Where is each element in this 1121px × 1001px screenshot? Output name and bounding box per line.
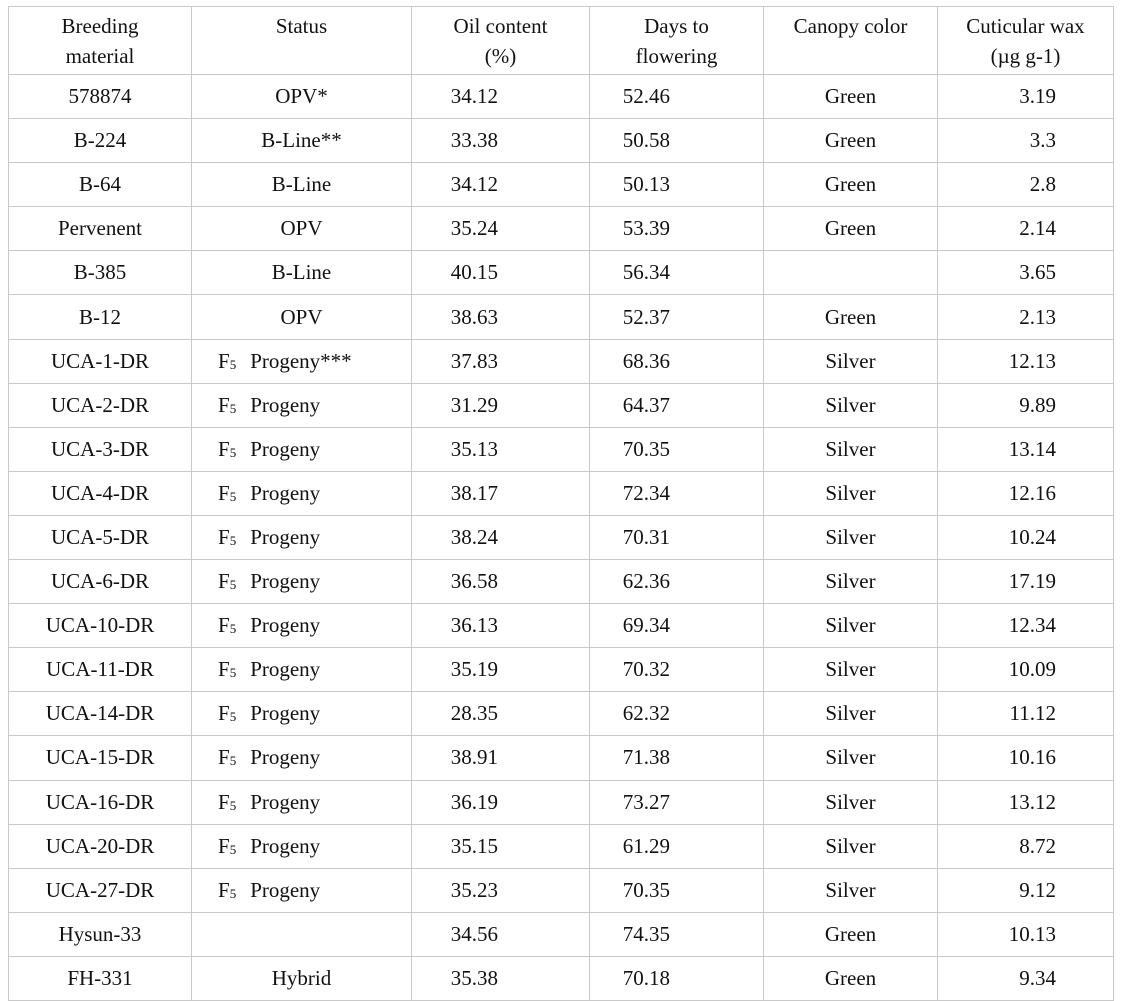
cuticular-wax-cell: 13.14 <box>938 427 1114 471</box>
oil-content-cell: 34.12 <box>412 75 590 119</box>
generation-letter: F <box>218 524 230 549</box>
generation-letter: F <box>218 436 230 461</box>
oil-content-cell: 37.83 <box>412 339 590 383</box>
table-row <box>9 692 1114 736</box>
canopy-color-cell: Green <box>764 163 938 207</box>
status-cell <box>192 560 412 604</box>
oil-content-cell: 36.19 <box>412 780 590 824</box>
header-line: Breeding <box>61 14 139 38</box>
days-to-flowering-cell: 70.31 <box>590 515 764 559</box>
days-to-flowering-cell: 61.29 <box>590 824 764 868</box>
generation-label <box>218 790 236 815</box>
status-cell <box>192 868 412 912</box>
table-row <box>9 824 1114 868</box>
days-to-flowering-cell: 73.27 <box>590 780 764 824</box>
table-row <box>9 780 1114 824</box>
cuticular-wax-cell: 8.72 <box>938 824 1114 868</box>
cuticular-wax-cell: 2.14 <box>938 207 1114 251</box>
status-cell <box>192 471 412 515</box>
table-row <box>9 427 1114 471</box>
breeding-material-cell: UCA-2-DR <box>9 383 192 427</box>
status-cell <box>192 912 412 956</box>
status-cell <box>192 604 412 648</box>
generation-number: 5 <box>229 577 237 593</box>
generation-letter: F <box>218 833 230 858</box>
generation-letter: F <box>218 480 230 505</box>
generation-letter: F <box>218 745 230 770</box>
status-text: Progeny <box>250 480 321 505</box>
status-text: Progeny <box>250 392 321 417</box>
header-days-to-flowering <box>590 7 764 75</box>
breeding-material-cell: UCA-4-DR <box>9 471 192 515</box>
breeding-material-cell: Pervenent <box>9 207 192 251</box>
generation-letter: F <box>218 392 230 417</box>
status-cell <box>192 736 412 780</box>
generation-label <box>218 745 236 770</box>
oil-content-cell: 38.17 <box>412 471 590 515</box>
generation-number: 5 <box>229 532 237 548</box>
header-breeding-material <box>9 7 192 75</box>
oil-content-cell: 38.63 <box>412 295 590 339</box>
canopy-color-cell: Silver <box>764 471 938 515</box>
cuticular-wax-cell: 3.3 <box>938 119 1114 163</box>
generation-letter: F <box>218 657 230 682</box>
breeding-material-cell: FH-331 <box>9 956 192 1000</box>
canopy-color-cell: Silver <box>764 780 938 824</box>
canopy-color-cell: Green <box>764 295 938 339</box>
generation-label <box>218 349 236 374</box>
status-cell: B-Line <box>192 163 412 207</box>
days-to-flowering-cell: 50.58 <box>590 119 764 163</box>
header-line: (µg g-1) <box>990 44 1061 68</box>
cuticular-wax-cell: 12.13 <box>938 339 1114 383</box>
status-cell <box>192 515 412 559</box>
canopy-color-cell: Silver <box>764 383 938 427</box>
breeding-material-table <box>8 6 1114 1001</box>
generation-letter: F <box>218 789 230 814</box>
days-to-flowering-cell: 50.13 <box>590 163 764 207</box>
cuticular-wax-cell: 13.12 <box>938 780 1114 824</box>
canopy-color-cell: Green <box>764 119 938 163</box>
generation-number: 5 <box>229 444 237 460</box>
cuticular-wax-cell: 3.65 <box>938 251 1114 295</box>
generation-label <box>218 878 236 903</box>
breeding-material-cell: B-12 <box>9 295 192 339</box>
oil-content-cell: 34.56 <box>412 912 590 956</box>
generation-number: 5 <box>229 488 237 504</box>
cuticular-wax-cell: 2.8 <box>938 163 1114 207</box>
breeding-material-cell: UCA-6-DR <box>9 560 192 604</box>
status-cell <box>192 780 412 824</box>
header-canopy-color <box>764 7 938 75</box>
table-row <box>9 295 1114 339</box>
generation-label <box>218 701 236 726</box>
days-to-flowering-cell: 53.39 <box>590 207 764 251</box>
status-text: Progeny <box>250 657 321 682</box>
header-line: flowering <box>635 44 718 68</box>
status-text: Progeny <box>250 569 321 594</box>
status-text: Progeny <box>250 833 321 858</box>
oil-content-cell: 35.23 <box>412 868 590 912</box>
days-to-flowering-cell: 71.38 <box>590 736 764 780</box>
canopy-color-cell: Silver <box>764 648 938 692</box>
cuticular-wax-cell: 9.34 <box>938 956 1114 1000</box>
canopy-color-cell: Green <box>764 75 938 119</box>
generation-label <box>218 393 236 418</box>
header-line: Status <box>275 14 328 38</box>
days-to-flowering-cell: 70.18 <box>590 956 764 1000</box>
canopy-color-cell: Green <box>764 912 938 956</box>
days-to-flowering-cell: 74.35 <box>590 912 764 956</box>
status-text: Progeny <box>250 745 321 770</box>
table-row <box>9 471 1114 515</box>
cuticular-wax-cell: 9.89 <box>938 383 1114 427</box>
status-cell: OPV* <box>192 75 412 119</box>
generation-label <box>218 569 236 594</box>
canopy-color-cell: Silver <box>764 604 938 648</box>
table-row <box>9 75 1114 119</box>
generation-label <box>218 834 236 859</box>
breeding-material-cell: Hysun-33 <box>9 912 192 956</box>
status-text: Progeny <box>250 701 321 726</box>
status-cell <box>192 648 412 692</box>
generation-label <box>218 613 236 638</box>
canopy-color-cell: Silver <box>764 868 938 912</box>
header-line: Canopy color <box>793 14 908 38</box>
breeding-material-cell: B-64 <box>9 163 192 207</box>
generation-number: 5 <box>229 797 237 813</box>
generation-letter: F <box>218 613 230 638</box>
generation-letter: F <box>218 877 230 902</box>
generation-number: 5 <box>229 753 237 769</box>
generation-letter: F <box>218 569 230 594</box>
canopy-color-cell: Silver <box>764 824 938 868</box>
table-row <box>9 251 1114 295</box>
header-row <box>9 7 1114 75</box>
generation-label <box>218 657 236 682</box>
status-cell <box>192 427 412 471</box>
status-cell: OPV <box>192 295 412 339</box>
status-cell <box>192 692 412 736</box>
oil-content-cell: 28.35 <box>412 692 590 736</box>
status-cell: B-Line <box>192 251 412 295</box>
cuticular-wax-cell: 11.12 <box>938 692 1114 736</box>
table-row <box>9 207 1114 251</box>
days-to-flowering-cell: 69.34 <box>590 604 764 648</box>
status-cell: Hybrid <box>192 956 412 1000</box>
oil-content-cell: 40.15 <box>412 251 590 295</box>
oil-content-cell: 31.29 <box>412 383 590 427</box>
header-line: material <box>65 44 135 68</box>
days-to-flowering-cell: 64.37 <box>590 383 764 427</box>
status-cell: B-Line** <box>192 119 412 163</box>
canopy-color-cell: Green <box>764 956 938 1000</box>
days-to-flowering-cell: 56.34 <box>590 251 764 295</box>
canopy-color-cell: Silver <box>764 736 938 780</box>
oil-content-cell: 34.12 <box>412 163 590 207</box>
generation-label <box>218 525 236 550</box>
cuticular-wax-cell: 10.24 <box>938 515 1114 559</box>
cuticular-wax-cell: 9.12 <box>938 868 1114 912</box>
cuticular-wax-cell: 12.34 <box>938 604 1114 648</box>
canopy-color-cell: Silver <box>764 339 938 383</box>
oil-content-cell: 38.91 <box>412 736 590 780</box>
oil-content-cell: 35.13 <box>412 427 590 471</box>
oil-content-cell: 38.24 <box>412 515 590 559</box>
generation-number: 5 <box>229 709 237 725</box>
canopy-color-cell: Silver <box>764 515 938 559</box>
status-cell <box>192 383 412 427</box>
table-row <box>9 956 1114 1000</box>
cuticular-wax-cell: 10.13 <box>938 912 1114 956</box>
table-header <box>9 7 1114 75</box>
table-row <box>9 383 1114 427</box>
generation-label <box>218 481 236 506</box>
cuticular-wax-cell: 3.19 <box>938 75 1114 119</box>
table-row <box>9 119 1114 163</box>
days-to-flowering-cell: 70.35 <box>590 427 764 471</box>
header-line: Cuticular wax <box>966 14 1085 38</box>
oil-content-cell: 35.24 <box>412 207 590 251</box>
header-line: (%) <box>484 44 517 68</box>
oil-content-cell: 35.19 <box>412 648 590 692</box>
breeding-material-cell: B-224 <box>9 119 192 163</box>
days-to-flowering-cell: 52.46 <box>590 75 764 119</box>
cuticular-wax-cell: 10.16 <box>938 736 1114 780</box>
canopy-color-cell: Silver <box>764 427 938 471</box>
cuticular-wax-cell: 2.13 <box>938 295 1114 339</box>
breeding-material-cell: UCA-20-DR <box>9 824 192 868</box>
days-to-flowering-cell: 68.36 <box>590 339 764 383</box>
breeding-material-cell: B-385 <box>9 251 192 295</box>
generation-number: 5 <box>229 356 237 372</box>
table-row <box>9 912 1114 956</box>
header-oil-content <box>412 7 590 75</box>
table-row <box>9 560 1114 604</box>
days-to-flowering-cell: 70.35 <box>590 868 764 912</box>
days-to-flowering-cell: 70.32 <box>590 648 764 692</box>
oil-content-cell: 36.58 <box>412 560 590 604</box>
status-text: Progeny <box>250 436 321 461</box>
breeding-material-cell: UCA-15-DR <box>9 736 192 780</box>
status-text: Progeny <box>250 789 321 814</box>
status-cell <box>192 339 412 383</box>
table-row <box>9 515 1114 559</box>
breeding-material-cell: UCA-16-DR <box>9 780 192 824</box>
canopy-color-cell <box>764 251 938 295</box>
cuticular-wax-cell: 17.19 <box>938 560 1114 604</box>
breeding-material-cell: UCA-1-DR <box>9 339 192 383</box>
table-row <box>9 736 1114 780</box>
oil-content-cell: 33.38 <box>412 119 590 163</box>
status-text: Progeny*** <box>250 348 352 373</box>
breeding-material-cell: 578874 <box>9 75 192 119</box>
breeding-material-cell: UCA-27-DR <box>9 868 192 912</box>
generation-label <box>218 437 236 462</box>
header-status <box>192 7 412 75</box>
table-row <box>9 648 1114 692</box>
days-to-flowering-cell: 62.36 <box>590 560 764 604</box>
canopy-color-cell: Silver <box>764 560 938 604</box>
breeding-material-cell: UCA-11-DR <box>9 648 192 692</box>
breeding-material-cell: UCA-5-DR <box>9 515 192 559</box>
table-body <box>9 75 1114 1001</box>
generation-number: 5 <box>229 665 237 681</box>
canopy-color-cell: Green <box>764 207 938 251</box>
generation-number: 5 <box>229 841 237 857</box>
days-to-flowering-cell: 72.34 <box>590 471 764 515</box>
header-line: Oil content <box>453 14 548 38</box>
breeding-material-cell: UCA-10-DR <box>9 604 192 648</box>
status-cell <box>192 824 412 868</box>
status-cell: OPV <box>192 207 412 251</box>
table-row <box>9 339 1114 383</box>
status-text: Progeny <box>250 613 321 638</box>
generation-letter: F <box>218 348 230 373</box>
oil-content-cell: 36.13 <box>412 604 590 648</box>
oil-content-cell: 35.15 <box>412 824 590 868</box>
generation-letter: F <box>218 701 230 726</box>
generation-number: 5 <box>229 400 237 416</box>
cuticular-wax-cell: 12.16 <box>938 471 1114 515</box>
table-row <box>9 163 1114 207</box>
cuticular-wax-cell: 10.09 <box>938 648 1114 692</box>
status-text: Progeny <box>250 877 321 902</box>
oil-content-cell: 35.38 <box>412 956 590 1000</box>
canopy-color-cell: Silver <box>764 692 938 736</box>
table-row <box>9 604 1114 648</box>
breeding-material-cell: UCA-14-DR <box>9 692 192 736</box>
generation-number: 5 <box>229 621 237 637</box>
header-cuticular-wax <box>938 7 1114 75</box>
status-text: Progeny <box>250 524 321 549</box>
header-line: Days to <box>644 14 709 38</box>
generation-number: 5 <box>229 885 237 901</box>
days-to-flowering-cell: 62.32 <box>590 692 764 736</box>
breeding-material-cell: UCA-3-DR <box>9 427 192 471</box>
table-row <box>9 868 1114 912</box>
days-to-flowering-cell: 52.37 <box>590 295 764 339</box>
